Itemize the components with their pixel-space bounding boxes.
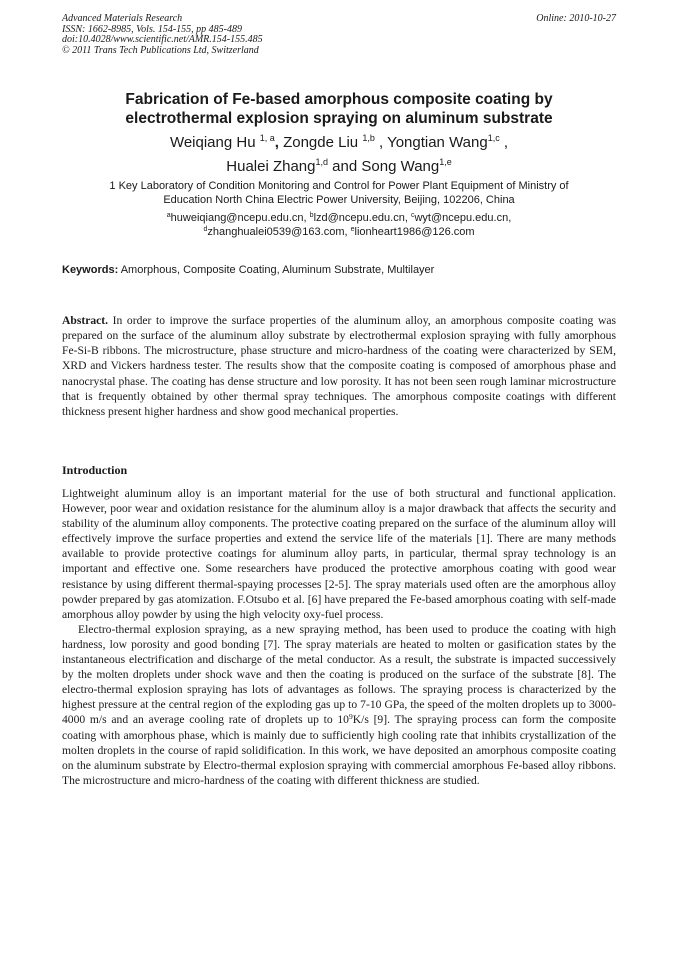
abstract: [62, 313, 616, 419]
email-line-2: [62, 225, 616, 239]
introduction-heading: Introduction: [62, 463, 128, 477]
author-name: Yongtian Wang: [387, 134, 488, 151]
email-address: zhanghualei0539@163.com,: [207, 226, 351, 238]
affiliation-line-2: Education North China Electric Power University, Beijing, 102206, China: [163, 194, 515, 206]
keywords: [62, 263, 616, 277]
email-address: lionheart1986@126.com: [354, 226, 475, 238]
email-line-1: [62, 211, 616, 225]
copyright-line: © 2011 Trans Tech Publications Ltd, Switzerland: [62, 44, 259, 56]
affiliation: [62, 179, 616, 207]
author-affiliation-mark: 1,b: [362, 133, 375, 143]
author-name: Weiqiang Hu: [169, 134, 256, 151]
author-affiliation-mark: 1,c: [487, 133, 500, 143]
intro-paragraph-1: Lightweight aluminum alloy is an important material for the use of both structural and functional application. However, poor wear and oxidation resistance for the aluminum alloy is a major drawback that affects the security and stability of the aluminum alloy components. The protective coating prepared on the surface of the aluminum alloy will effectively improve the surface properties and extend the service life of the materials [1]. There are many methods available to provide protective coatings for aluminum alloy parts, in particular, thermal spray technology is an important and effective one. Some researchers have produced the protective amorphous coating with good wear resistance by using different thermal-spaying processes [2-5]. The spray materials used often are the amorphous alloy powder prepared by gas atomization. F.Otsubo et al. [6] have prepared the Fe-based amorphous coating with self-made amorphous alloy powder by using the high velocity oxy-fuel process.: [62, 487, 616, 621]
email-address: huweiqiang@ncepu.edu.cn,: [170, 212, 310, 224]
email-mark: c: [410, 212, 415, 219]
author-name: Hualei Zhang: [226, 158, 316, 175]
journal-name: Advanced Materials Research: [62, 13, 183, 24]
email-address: lzd@ncepu.edu.cn,: [313, 212, 411, 224]
author-affiliation-mark: 1,e: [439, 157, 452, 167]
keywords-label: Keywords:: [62, 264, 119, 276]
doi-line: doi:10.4028/www.scientific.net/AMR.154-155.485: [62, 34, 263, 45]
paper-title: [62, 90, 616, 128]
journal-header: [62, 14, 616, 56]
author-affiliation-mark: 1, a: [259, 133, 275, 143]
intro-paragraph-2-text: Electro-thermal explosion spraying, as a new spraying method, has been used to produce the coating with high hardness, low porosity and good bonding [7]. The spray materials are heated to molten or gasification states by the instantaneous electrification and discharge of the metal conductor. As a result, the substrate is impacted successively by the molten droplets under shock wave and then the coating is produced on the surface of the substrate [8]. The electro-thermal explosion spraying has lots of advantages as follows. The spraying process is characterized by the highest pressure at the central region of the exploding gas up to 7-10 GPa, the speed of the molten droplets up to 3000-4000 m/s and an average cooling rate of droplets up to 10: [62, 622, 616, 727]
intro-paragraph-2: [62, 622, 616, 788]
email-mark: b: [309, 212, 314, 219]
author-separator: ,: [274, 134, 284, 151]
author-separator: and: [328, 158, 362, 175]
author-name: Song Wang: [361, 158, 440, 175]
author-separator: ,: [499, 134, 509, 151]
author-line-2: [62, 155, 616, 179]
affiliation-line-1: 1 Key Laboratory of Condition Monitoring and Control for Power Plant Equipment of Ministry of: [109, 180, 569, 192]
author-line-1: [62, 131, 616, 155]
author-separator: ,: [374, 134, 388, 151]
author-list: [62, 131, 616, 179]
exponent: 9: [348, 712, 353, 722]
abstract-label: Abstract.: [62, 314, 109, 327]
intro-paragraph-2-text-cont: K/s [9]. The spraying process can form the composite coating with amorphous phase, which is mainly due to sufficiently high cooling rate that inhibits crystallization of the molten droplets in the course of rapid solidification. In this work, we have deposited an amorphous composite coating on the aluminum substrate by Electro-thermal explosion spraying with commercial amorphous Fe-based alloy ribbons. The microstructure and micro-hardness of the coating with different thickness are studied.: [62, 713, 616, 787]
issn-line: ISSN: 1662-8985, Vols. 154-155, pp 485-489: [62, 23, 242, 35]
author-affiliation-mark: 1,d: [315, 157, 329, 167]
abstract-text: In order to improve the surface properties of the aluminum alloy, an amorphous composite coating was prepared on the surface of the aluminum alloy substrate by electrothermal explosion spraying with fully amorphous Fe-Si-B ribbons. The microstructure, phase structure and micro-hardness of the coating were characterized by SEM, XRD and Vickers hardness tester. The results show that the composite coating is composed of amorphous phase and nanocrystal phase. The coating has dense structure and low porosity. It has not been seen rough laminar microstructure that is frequently obtained by other thermal spray techniques. The amorphous composite coatings with different thickness present higher hardness and show good mechanical properties.: [62, 314, 616, 418]
email-mark: a: [166, 212, 171, 219]
keywords-text: Amorphous, Composite Coating, Aluminum Substrate, Multilayer: [118, 264, 435, 276]
email-mark: e: [350, 226, 355, 233]
email-list: [62, 211, 616, 239]
introduction-body: [62, 486, 616, 788]
online-date: Online: 2010-10-27: [536, 13, 616, 24]
email-mark: d: [203, 226, 208, 233]
email-address: wyt@ncepu.edu.cn,: [414, 212, 512, 224]
title-line-2: electrothermal explosion spraying on aluminum substrate: [125, 110, 553, 127]
title-line-1: Fabrication of Fe-based amorphous composite coating by: [125, 91, 553, 108]
author-name: Zongde Liu: [283, 134, 359, 151]
